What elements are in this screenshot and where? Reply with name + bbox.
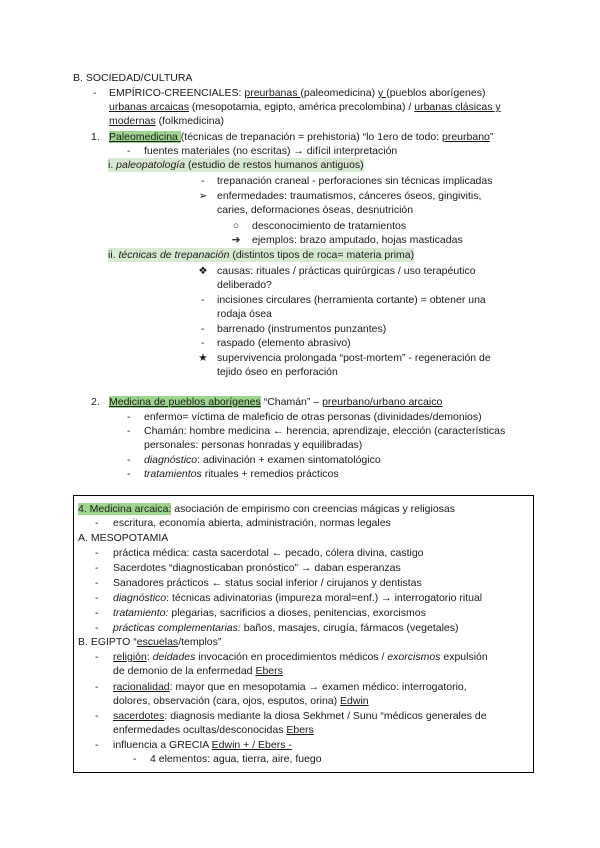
desconocimiento-item: desconocimiento de tratamientos: [252, 220, 407, 232]
arrowhead-bullet-icon: ➢: [198, 190, 208, 202]
bullet-dash: -: [95, 710, 99, 722]
religion-line-2: de demonio de la enfermedad Ebers: [113, 665, 283, 677]
bullet-dash: -: [95, 577, 99, 589]
bullet-dash: -: [95, 592, 99, 604]
bullet-dash: -: [95, 547, 99, 559]
chaman-line-2: personales: personas honradas y equilibradas): [144, 439, 363, 451]
bullet-dash: -: [95, 622, 99, 634]
bullet-dash: -: [201, 294, 205, 306]
bullet-dash: -: [127, 145, 131, 157]
bullet-dash: -: [95, 607, 99, 619]
ejemplos-item: ejemplos: brazo amputado, hojas masticadas: [252, 234, 463, 246]
arrow-bullet-icon: ➔: [231, 234, 241, 246]
paleomedicina-heading: Paleomedicina (técnicas de trepanación = prehistoria) “lo 1ero de todo: preurbano”: [109, 131, 494, 143]
incisiones-line-1: incisiones circulares (herramienta cortante) = obtener una: [217, 294, 486, 306]
empirico-line-1: EMPÍRICO-CREENCIALES: preurbanas (paleomedicina) y (pueblos aborígenes): [109, 87, 486, 99]
bullet-dash: -: [127, 468, 131, 480]
sanadores-item: Sanadores prácticos ← status social inferior / cirujanos y dentistas: [113, 577, 422, 589]
fuentes-item: fuentes materiales (no escritas) → difícil interpretación: [144, 145, 398, 157]
complementarias-item: prácticas complementarias: baños, masajes, cirugía, fármacos (vegetales): [113, 622, 459, 634]
incisiones-line-2: rodaja ósea: [217, 308, 272, 320]
mesopotamia-title: A. MESOPOTAMIA: [78, 532, 169, 544]
empirico-line-2: urbanas arcaicas (mesopotamia, egipto, américa precolombina) / urbanas clásicas y: [109, 101, 501, 113]
bullet-dash: -: [133, 753, 137, 765]
star-bullet-icon: ★: [198, 352, 208, 364]
section-title: B. SOCIEDAD/CULTURA: [73, 72, 193, 84]
bullet-dash: -: [201, 323, 205, 335]
bullet-dash: -: [95, 517, 99, 529]
racionalidad-line-2: dolores, observación (cara, ojos, esputos, orina) Edwin: [113, 695, 369, 707]
diagnostico-meso-item: diagnóstico: técnicas adivinatorias (impureza moral=enf.) → interrogatorio ritual: [113, 592, 483, 604]
bullet-dash: -: [127, 454, 131, 466]
supervivencia-line-2: tejido óseo en perforación: [217, 366, 338, 378]
bullet-dash: -: [93, 87, 97, 99]
escritura-item: escritura, economía abierta, administración, normas legales: [113, 517, 391, 529]
enfermedades-line-1: enfermedades: traumatismos, cánceres óseos, gingivitis,: [217, 190, 482, 202]
raspado-item: raspado (elemento abrasivo): [217, 337, 351, 349]
barrenado-item: barrenado (instrumentos punzantes): [217, 323, 387, 335]
elementos-item: 4 elementos: agua, tierra, aire, fuego: [150, 753, 322, 765]
trepanacion-item: trepanación craneal - perforaciones sin técnicas implicadas: [217, 175, 493, 187]
tratamiento-meso-item: tratamiento: plegarias, sacrificios a dioses, penitencias, exorcismos: [113, 607, 426, 619]
pueblos-heading: Medicina de pueblos aborígenes “Chamán” – preurbano/urbano arcaico: [109, 396, 443, 408]
empirico-line-3: modernas (folkmedicina): [109, 115, 224, 127]
enfermedades-line-2: caries, deformaciones óseas, desnutrición: [217, 204, 414, 216]
tratamientos-item: tratamientos rituales + remedios prácticos: [144, 468, 339, 480]
bullet-dash: -: [201, 175, 205, 187]
bullet-dash: -: [201, 337, 205, 349]
diamond-bullet-icon: ❖: [198, 265, 208, 277]
paleopatologia-heading: i. paleopatología (estudio de restos humanos antiguos): [108, 159, 364, 171]
causas-line-2: deliberado?: [217, 279, 272, 291]
list-number: 1.: [91, 131, 100, 143]
bullet-dash: -: [95, 739, 99, 751]
supervivencia-line-1: supervivencia prolongada “post-mortem” - regeneración de: [217, 352, 491, 364]
practica-item: práctica médica: casta sacerdotal ← pecado, cólera divina, castigo: [113, 547, 424, 559]
bullet-dash: -: [95, 681, 99, 693]
sacerdotes-item: Sacerdotes “diagnosticaban pronóstico” → daban esperanzas: [113, 562, 401, 574]
egipto-title: B. EGIPTO “escuelas/templos”: [78, 636, 222, 648]
sacerdotes-egipto-line-1: sacerdotes: diagnosis mediante la diosa Sekhmet / Sunu “médicos generales de: [113, 710, 487, 722]
bullet-dash: -: [127, 411, 131, 423]
bullet-dash: -: [95, 651, 99, 663]
list-number: 2.: [91, 396, 100, 408]
sacerdotes-egipto-line-2: enfermedades ocultas/desconocidas Ebers: [113, 724, 314, 736]
racionalidad-line-1: racionalidad: mayor que en mesopotamia → examen médico: interrogatorio,: [113, 681, 467, 693]
tecnicas-heading: ii. técnicas de trepanación (distintos tipos de roca= materia prima): [108, 249, 415, 261]
enfermo-item: enfermo= víctima de maleficio de otras personas (divinidades/demonios): [144, 411, 482, 423]
bullet-dash: -: [127, 425, 131, 437]
arcaica-heading: 4. Medicina arcaica: asociación de empirismo con creencias mágicas y religiosas: [78, 503, 456, 515]
diagnostico-item: diagnóstico: adivinación + examen sintomatológico: [144, 454, 381, 466]
bullet-dash: -: [95, 562, 99, 574]
circle-bullet-icon: ○: [232, 220, 240, 232]
causas-line-1: causas: rituales / prácticas quirúrgicas / uso terapéutico: [217, 265, 476, 277]
influencia-item: influencia a GRECIA Edwin + / Ebers -: [113, 739, 292, 751]
religion-line-1: religión: deidades invocación en procedimientos médicos / exorcismos expulsión: [113, 651, 488, 663]
chaman-line-1: Chamán: hombre medicina ← herencia, aprendizaje, elección (características: [144, 425, 506, 437]
